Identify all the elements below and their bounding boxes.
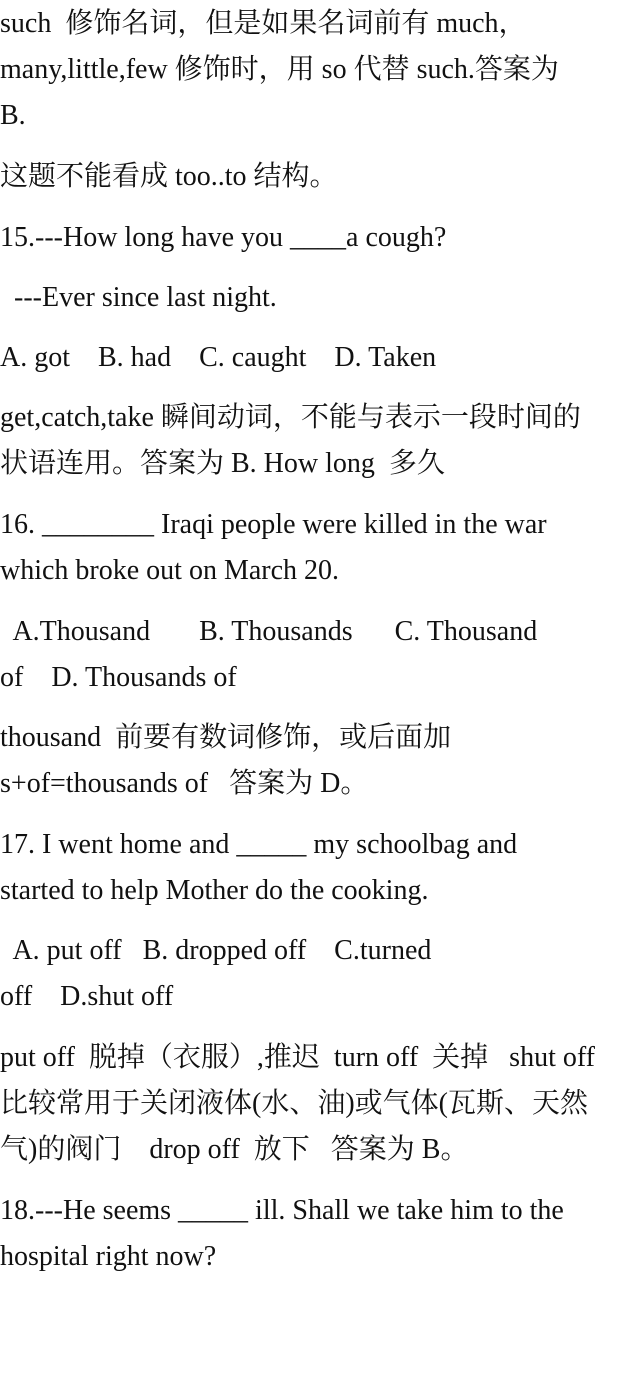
answer-options: A.Thousand B. Thousands C. Thousand — [0, 616, 538, 647]
text-line: ---Ever since last night. — [0, 282, 277, 313]
answer-options: A. put off B. dropped off C.turned — [0, 935, 432, 966]
text-line: started to help Mother do the cooking. — [0, 875, 429, 906]
question-15: 15.---How long have you ____a cough? — [0, 222, 447, 253]
text-line: B. — [0, 100, 26, 131]
text-line: such 修饰名词，但是如果名词前有 much， — [0, 8, 527, 39]
text-line: many,little,few 修饰时，用 so 代替 such.答案为 — [0, 54, 559, 85]
explanation-line: 比较常用于关闭液体(水、油)或气体(瓦斯、天然 — [0, 1088, 588, 1119]
text-line: which broke out on March 20. — [0, 555, 340, 586]
answer-options: of D. Thousands of — [0, 662, 237, 693]
answer-options: off D.shut off — [0, 981, 174, 1012]
question-17: 17. I went home and _____ my schoolbag and — [0, 829, 518, 860]
question-18: 18.---He seems _____ ill. Shall we take him to the — [0, 1195, 564, 1226]
explanation-line: put off 脱掉（衣服）,推迟 turn off 关掉 shut off — [0, 1042, 595, 1073]
explanation-line: 状语连用。答案为 B. How long 多久 — [0, 448, 445, 479]
explanation-line: s+of=thousands of 答案为 D。 — [0, 768, 369, 799]
text-line: hospital right now? — [0, 1241, 217, 1272]
explanation-line: get,catch,take 瞬间动词，不能与表示一段时间的 — [0, 402, 581, 433]
text-line: 这题不能看成 too..to 结构。 — [0, 161, 338, 192]
explanation-line: thousand 前要有数词修饰，或后面加 — [0, 722, 452, 753]
question-16: 16. ________ Iraqi people were killed in the war — [0, 509, 547, 540]
explanation-line: 气)的阀门 drop off 放下 答案为 B。 — [0, 1134, 469, 1165]
answer-options: A. got B. had C. caught D. Taken — [0, 342, 437, 373]
